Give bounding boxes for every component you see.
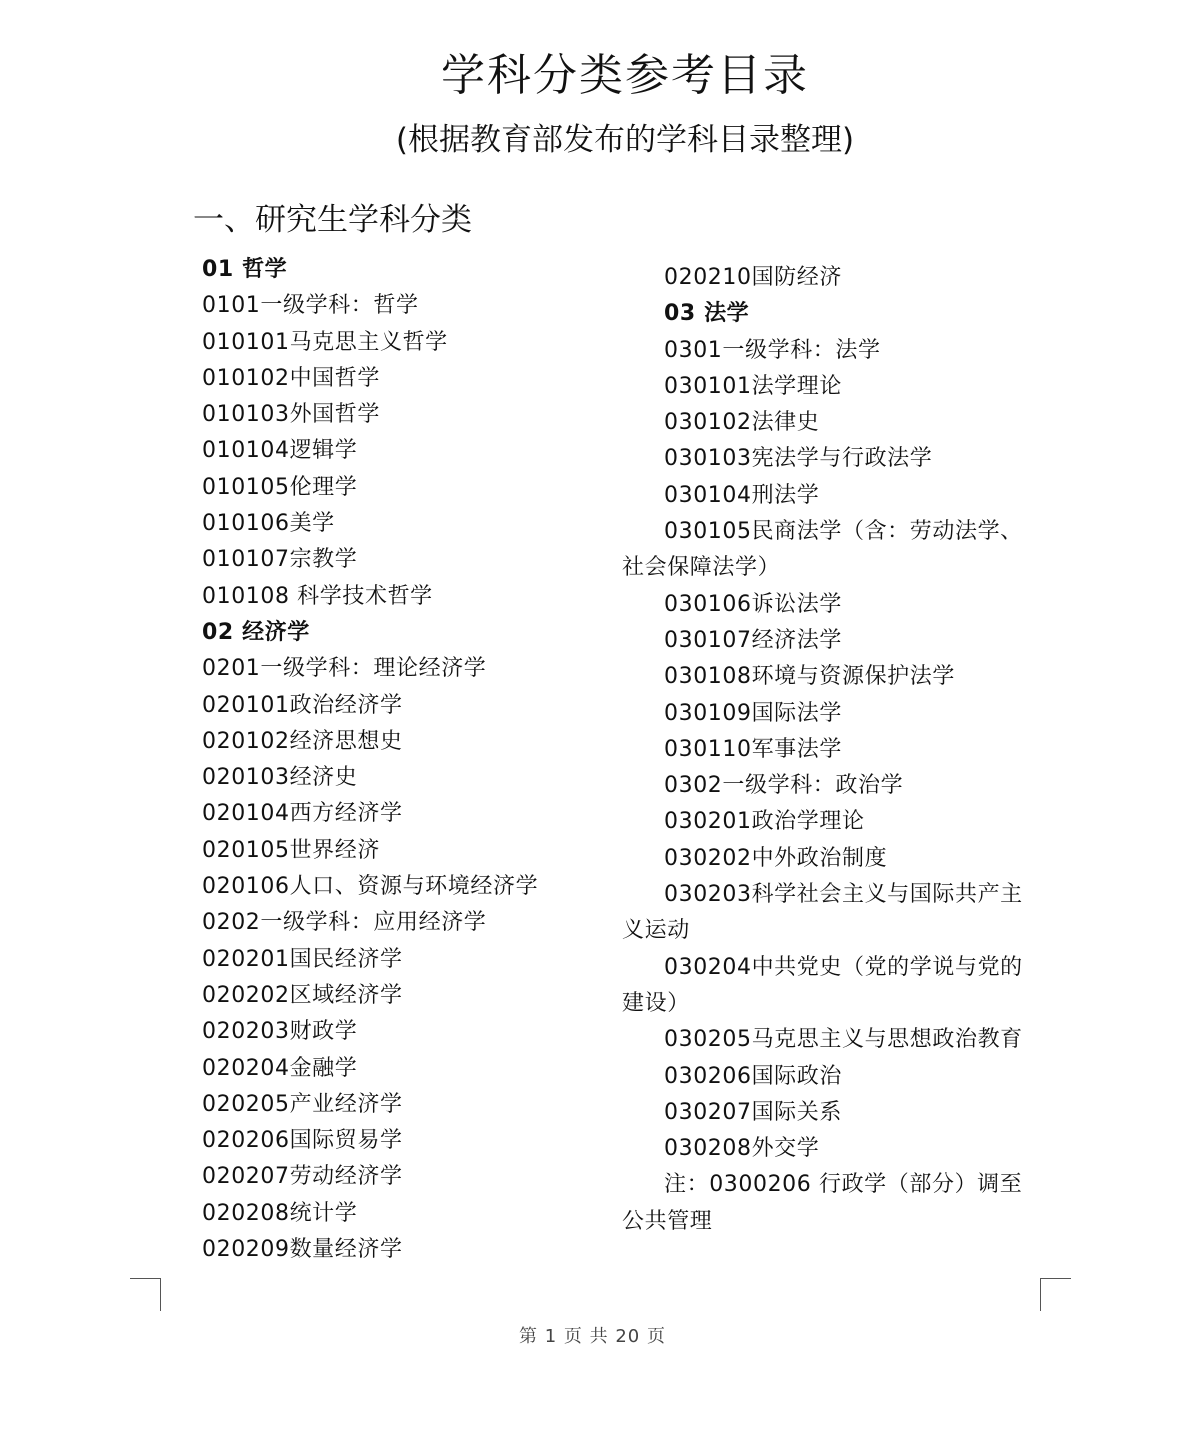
page-footer: 第 1 页 共 20 页 [519,1326,666,1347]
list-item: 030203科学社会主义与国际共产主 [664,882,1023,908]
right-column [622,260,1052,1240]
list-item: 010102中国哲学 [202,365,380,391]
list-item-continuation: 义运动 [622,918,690,944]
list-item-continuation: 公共管理 [622,1208,713,1234]
list-item: 030208外交学 [664,1136,820,1162]
list-item: 020207劳动经济学 [202,1164,403,1190]
list-item: 020102经济思想史 [202,728,403,754]
list-item: 020201国民经济学 [202,946,403,972]
list-item: 020105世界经济 [202,837,380,863]
list-item: 010108 科学技术哲学 [202,583,433,609]
list-item: 020101政治经济学 [202,692,403,718]
list-item: 020210国防经济 [664,265,842,290]
list-item: 030106诉讼法学 [664,591,842,617]
list-item: 0301一级学科：法学 [664,337,881,363]
list-item: 030207国际关系 [664,1099,842,1125]
left-column [202,252,602,1268]
list-item: 030204中共党史（党的学说与党的 [664,954,1023,980]
category-heading: 03 法学 [664,301,750,327]
list-item: 010104逻辑学 [202,438,358,464]
document-title: 学科分类参考目录 [441,50,809,101]
list-item: 020106人口、资源与环境经济学 [202,874,539,900]
list-item: 030206国际政治 [664,1063,842,1089]
list-item: 010105伦理学 [202,474,358,500]
list-item: 030202中外政治制度 [664,845,888,871]
list-item: 030110军事法学 [664,736,842,762]
page-corner-mark-right [1040,1278,1071,1311]
list-item: 注：0300206 行政学（部分）调至 [664,1172,1023,1198]
list-item: 0302一级学科：政治学 [664,773,904,799]
list-item: 0202一级学科：应用经济学 [202,910,487,936]
list-item: 030109国际法学 [664,700,842,726]
list-item: 010101马克思主义哲学 [202,329,448,355]
document-subtitle: (根据教育部发布的学科目录整理) [395,122,855,158]
list-item-continuation: 社会保障法学） [622,555,781,581]
page-corner-mark-left [130,1278,161,1311]
list-item: 030201政治学理论 [664,809,865,835]
category-heading: 01 哲学 [202,257,288,282]
list-item: 030102法律史 [664,410,820,436]
list-item: 010107宗教学 [202,547,358,573]
section-heading: 一、研究生学科分类 [193,202,472,238]
list-item: 030105民商法学（含：劳动法学、 [664,519,1023,545]
list-item: 010106美学 [202,511,335,537]
list-item: 020205产业经济学 [202,1091,403,1117]
list-item: 020203财政学 [202,1019,358,1045]
list-item: 020204金融学 [202,1055,358,1081]
category-heading: 02 经济学 [202,619,310,645]
list-item: 030205马克思主义与思想政治教育 [664,1027,1023,1053]
list-item: 020208统计学 [202,1200,358,1226]
list-item: 020202区域经济学 [202,982,403,1008]
list-item: 020103经济史 [202,765,358,791]
list-item: 0101一级学科：哲学 [202,293,419,319]
list-item: 020104西方经济学 [202,801,403,827]
list-item: 010103外国哲学 [202,402,380,428]
list-item: 030107经济法学 [664,627,842,653]
list-item-continuation: 建设） [622,990,690,1016]
list-item: 030104刑法学 [664,482,820,508]
list-item: 030108环境与资源保护法学 [664,664,955,690]
list-item: 030101法学理论 [664,373,842,399]
list-item: 020206国际贸易学 [202,1128,403,1154]
list-item: 030103宪法学与行政法学 [664,446,933,472]
list-item: 020209数量经济学 [202,1237,403,1263]
list-item: 0201一级学科：理论经济学 [202,656,487,682]
